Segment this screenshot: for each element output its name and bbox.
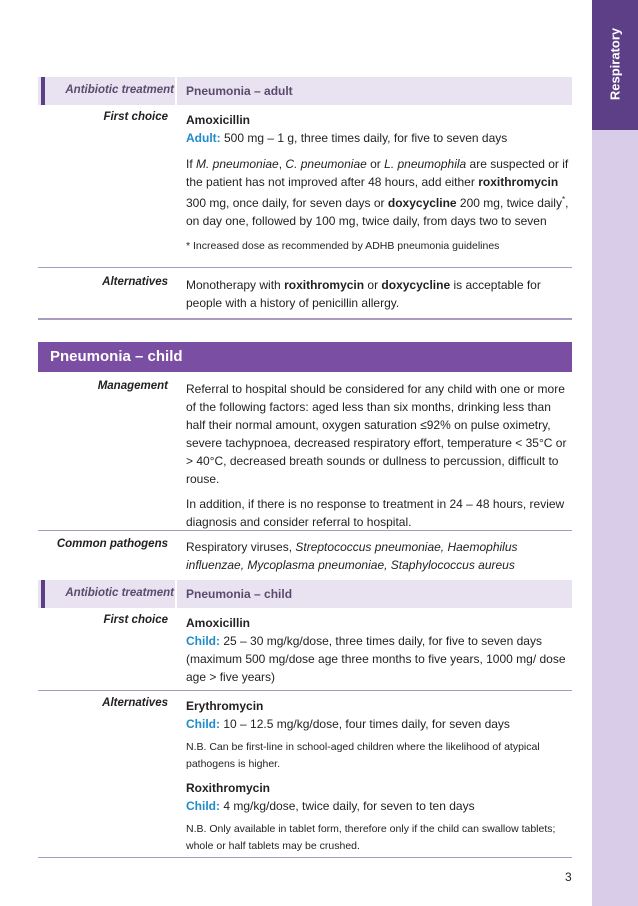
header-label: Antibiotic treatment — [65, 84, 174, 96]
dose-prefix: Child: — [186, 717, 220, 731]
dose-text: 10 – 12.5 mg/kg/dose, four times daily, for seven days — [220, 717, 510, 731]
adult-additional-text: If M. pneumoniae, C. pneumoniae or L. pneumophila are suspected or if the patient has not improved after 48 hours, add either roxithromycin 300 mg, once daily, for seven days or doxycycline 200 mg, twice daily*, on day one, followed by 100 mg, twice daily, from days two to seven — [186, 157, 569, 228]
divider — [38, 690, 572, 691]
dose-text: 25 – 30 mg/kg/dose, three times daily, for five to seven days — [220, 634, 542, 648]
dose-prefix: Child: — [186, 634, 220, 648]
section-title: Pneumonia – child — [38, 342, 572, 372]
header-accent-bar — [41, 77, 45, 105]
header-separator — [175, 77, 177, 105]
footnote: * Increased dose as recommended by ADHB pneumonia guidelines — [186, 240, 500, 252]
header-accent-bar — [41, 580, 45, 608]
adult-treatment-header — [38, 77, 572, 105]
dose-text: 4 mg/kg/dose, twice daily, for seven to ten days — [220, 799, 475, 813]
divider — [38, 267, 572, 268]
divider — [38, 318, 572, 320]
header-value: Pneumonia – adult — [186, 84, 293, 98]
row-label: Alternatives — [102, 276, 168, 288]
drug-name: Amoxicillin — [186, 616, 251, 630]
row-body — [186, 111, 572, 261]
row-body — [186, 614, 572, 692]
drug-name: Amoxicillin — [186, 113, 251, 127]
child-treatment-header — [38, 580, 572, 608]
divider — [38, 530, 572, 531]
drug-name: Erythromycin — [186, 699, 264, 713]
header-label: Antibiotic treatment — [65, 587, 174, 599]
dose-text: 500 mg – 1 g, three times daily, for five to seven days — [220, 131, 508, 145]
side-strip — [592, 0, 638, 906]
header-value: Pneumonia – child — [186, 587, 293, 601]
row-label: Management — [97, 380, 168, 392]
row-body: Monotherapy with roxithromycin or doxycycline is acceptable for people with a history of penicillin allergy. — [186, 278, 541, 310]
management-text-2: In addition, if there is no response to treatment in 24 – 48 hours, review diagnosis and consider referral to hospital. — [186, 497, 565, 529]
row-label: First choice — [103, 111, 168, 123]
section-tab-label: Respiratory — [607, 27, 623, 101]
dose-note: (maximum 500 mg/dose age three months to five years, 1000 mg/ dose age > five years) — [186, 652, 566, 684]
row-label: First choice — [103, 614, 168, 626]
row-label: Common pathogens — [56, 538, 168, 550]
page-number: 3 — [565, 870, 572, 884]
dose-prefix: Child: — [186, 799, 220, 813]
drug-name: Roxithromycin — [186, 781, 271, 795]
dose-prefix: Adult: — [186, 131, 221, 145]
divider — [38, 857, 572, 858]
row-body: Respiratory viruses, Streptococcus pneumoniae, Haemophilus influenzae, Mycoplasma pneumoniae, Staphylococcus aureus — [186, 540, 518, 572]
management-text: Referral to hospital should be considered for any child with one or more of the following factors: aged less than six months, drinking less than half their normal amount, oxygen saturation ≤92% on pulse oximetry, severe tachypnoea, decreased respiratory effort, temperature < 35°C or > 40°C, decreased breath sounds or dullness to percussion, difficult to rouse. — [186, 382, 567, 486]
dose-note: N.B. Only available in tablet form, therefore only if the child can swallow tablets; whole or half tablets may be crushed. — [186, 823, 556, 852]
row-label: Alternatives — [102, 697, 168, 709]
dose-note: N.B. Can be first-line in school-aged children where the likelihood of atypical pathogens is higher. — [186, 741, 540, 770]
header-separator — [175, 580, 177, 608]
row-body — [186, 697, 572, 861]
row-body — [186, 380, 572, 537]
